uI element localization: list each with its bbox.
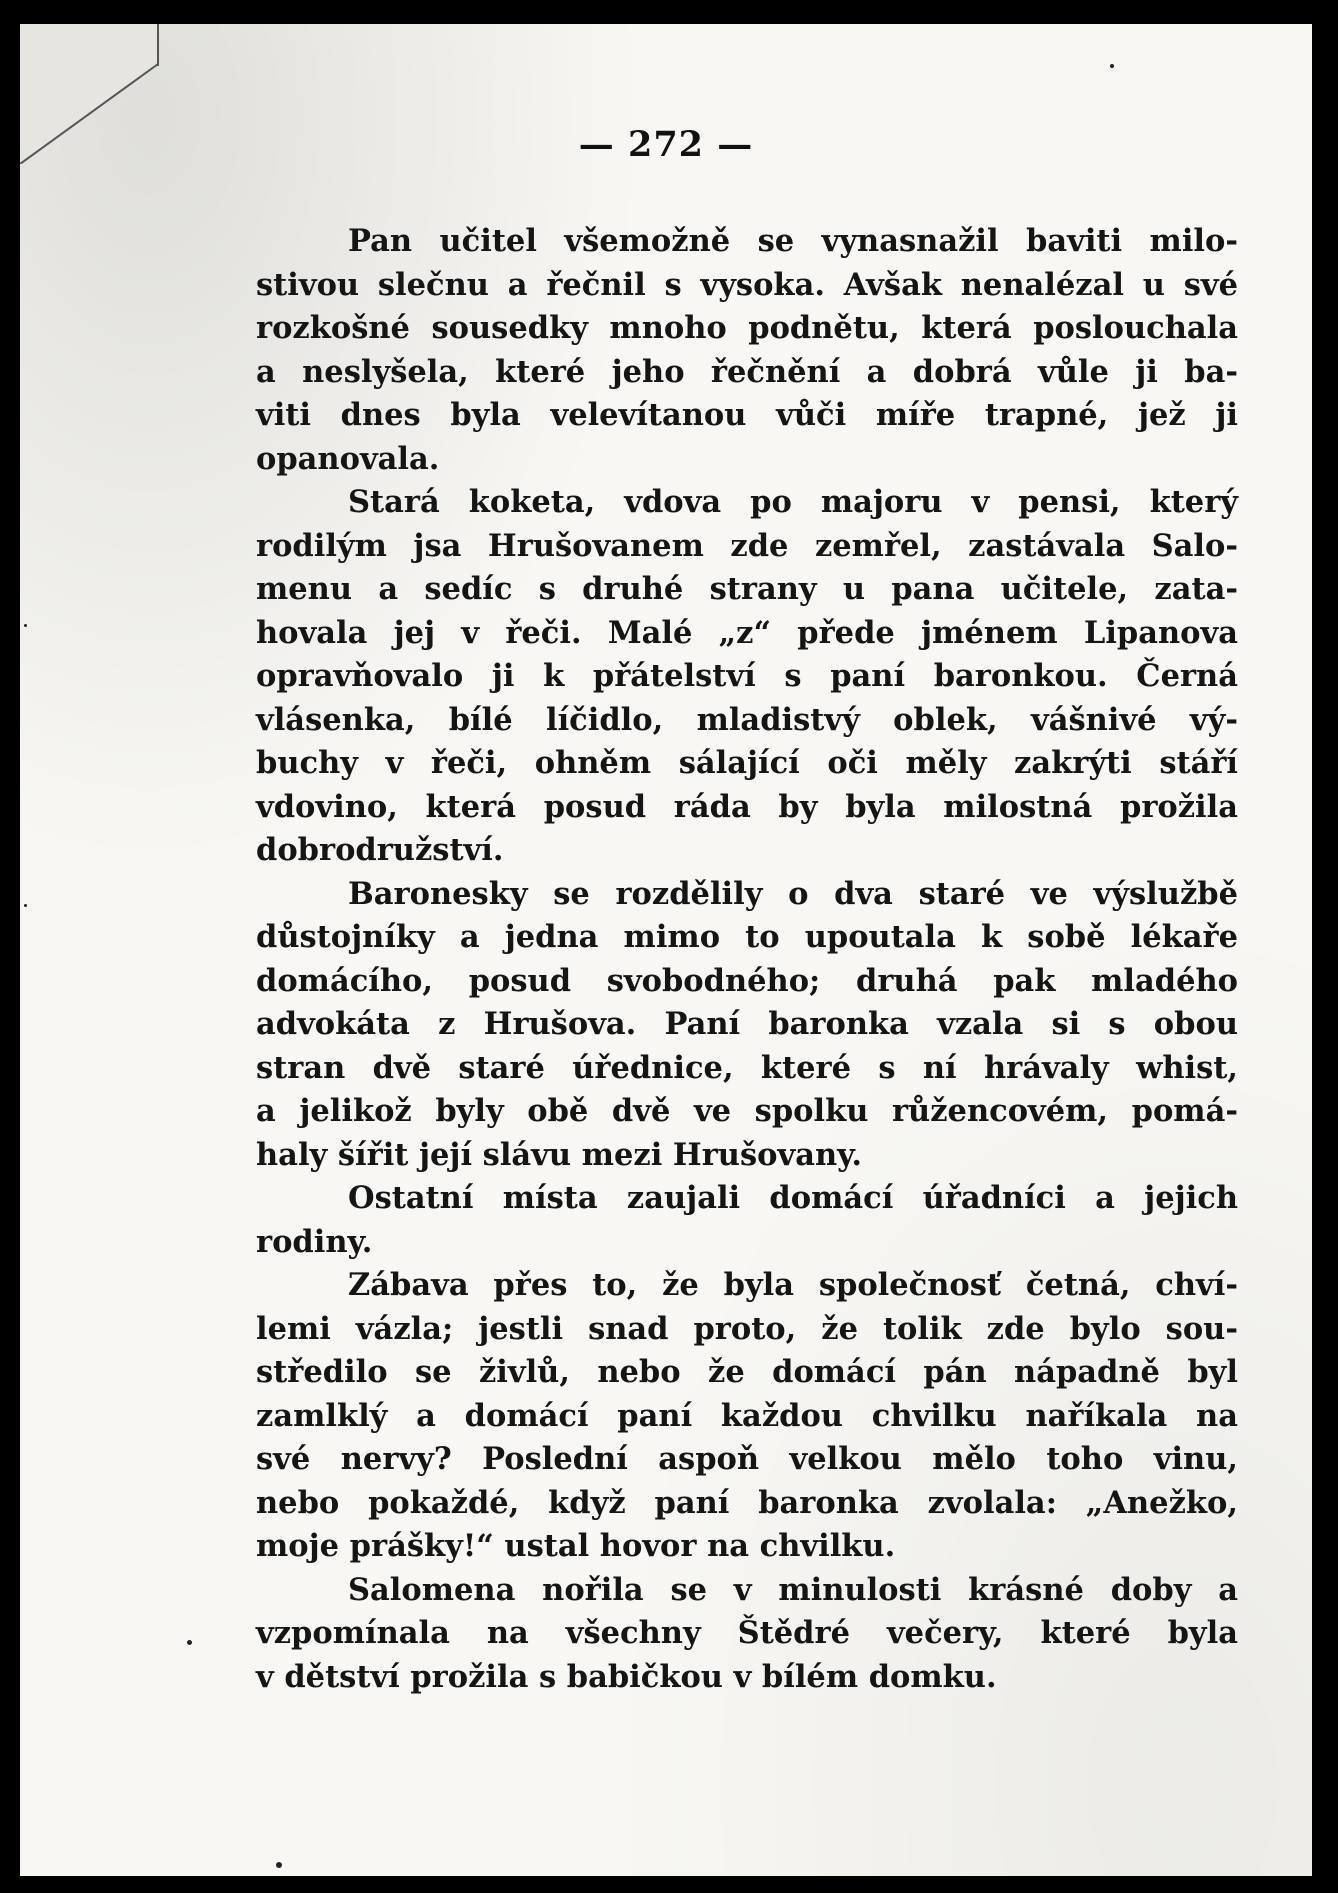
page-number: — 272 — <box>578 124 754 165</box>
text-line: důstojníky a jedna mimo to upoutala k sobě lékaře <box>256 919 1238 955</box>
paragraph <box>256 1569 1238 1700</box>
dust-speck <box>24 904 27 907</box>
paragraph <box>256 1177 1238 1264</box>
text-line: advokáta z Hrušova. Paní baronka vzala si s obou <box>256 1006 1238 1042</box>
text-line: a jelikož byly obě dvě ve spolku růžencovém, pomá- <box>256 1093 1238 1129</box>
text-line: vdovino, která posud ráda by byla milostná prožila <box>256 788 1238 825</box>
text-line: Ostatní místa zaujali domácí úřadníci a jejich <box>348 1180 1238 1216</box>
paper-sheet <box>20 24 1312 1876</box>
paragraph <box>256 1264 1238 1569</box>
text-line: rodilým jsa Hrušovanem zde zemřel, zastávala Salo- <box>256 527 1238 564</box>
body-text <box>256 220 1238 1699</box>
paragraph <box>256 873 1238 1178</box>
text-line: a neslyšela, které jeho řečnění a dobrá vůle ji ba- <box>256 353 1238 390</box>
text-line: haly šířit její slávu mezi Hrušovany. <box>256 1136 862 1173</box>
text-line: domácího, posud svobodného; druhá pak mladého <box>256 962 1238 999</box>
text-line: středilo se živlů, nebo že domácí pán nápadně byl <box>256 1354 1238 1390</box>
text-line: moje prášky!“ ustal hovor na chvilku. <box>256 1528 896 1564</box>
text-line: nebo pokaždé, když paní baronka zvolala: „Anežko, <box>256 1484 1238 1521</box>
text-line: Salomena nořila se v minulosti krásné doby a <box>348 1571 1238 1608</box>
dust-speck <box>276 1862 282 1868</box>
text-line: vzpomínala na všechny Štědré večery, které byla <box>256 1615 1238 1651</box>
text-line: dobrodružství. <box>256 832 504 868</box>
text-line: opanovala. <box>256 440 440 477</box>
dust-speck <box>24 624 27 627</box>
paragraph <box>256 481 1238 873</box>
text-line: Pan učitel všemožně se vynasnažil baviti milo- <box>348 223 1238 259</box>
text-line: rodiny. <box>256 1223 373 1260</box>
text-line: menu a sedíc s druhé strany u pana učitele, zata- <box>256 571 1238 607</box>
text-line: Stará koketa, vdova po majoru v pensi, který <box>348 484 1238 520</box>
text-line: buchy v řeči, ohněm sálající oči měly zakrýti stáří <box>256 745 1238 781</box>
text-line: stivou slečnu a řečnil s vysoka. Avšak nenalézal u své <box>256 266 1238 303</box>
text-line: vlásenka, bílé líčidlo, mladistvý oblek, vášnivé vý- <box>256 701 1238 738</box>
text-line: v dětství prožila s babičkou v bílém domku. <box>256 1658 997 1695</box>
dust-speck <box>187 1640 192 1645</box>
paragraph <box>256 220 1238 481</box>
text-line: Baronesky se rozdělily o dva staré ve výslužbě <box>348 875 1238 912</box>
text-line: opravňovalo ji k přátelství s paní baronkou. Černá <box>256 658 1238 694</box>
text-line: lemi vázla; jestli snad proto, že tolik zde bylo sou- <box>256 1310 1238 1347</box>
text-line: viti dnes byla velevítanou vůči míře trapné, jež ji <box>256 397 1238 433</box>
text-line: své nervy? Poslední aspoň velkou mělo toho vinu, <box>256 1441 1238 1477</box>
dust-speck <box>1110 64 1114 68</box>
text-line: hovala jej v řeči. Malé „z“ přede jménem Lipanova <box>256 614 1238 651</box>
text-line: rozkošné sousedky mnoho podnětu, která poslouchala <box>256 310 1238 346</box>
text-line: Zábava přes to, že byla společnosť četná, chví- <box>348 1267 1238 1303</box>
text-line: stran dvě staré úřednice, které s ní hrávaly whist, <box>256 1049 1238 1086</box>
text-line: zamlklý a domácí paní každou chvilku naříkala na <box>256 1397 1238 1434</box>
